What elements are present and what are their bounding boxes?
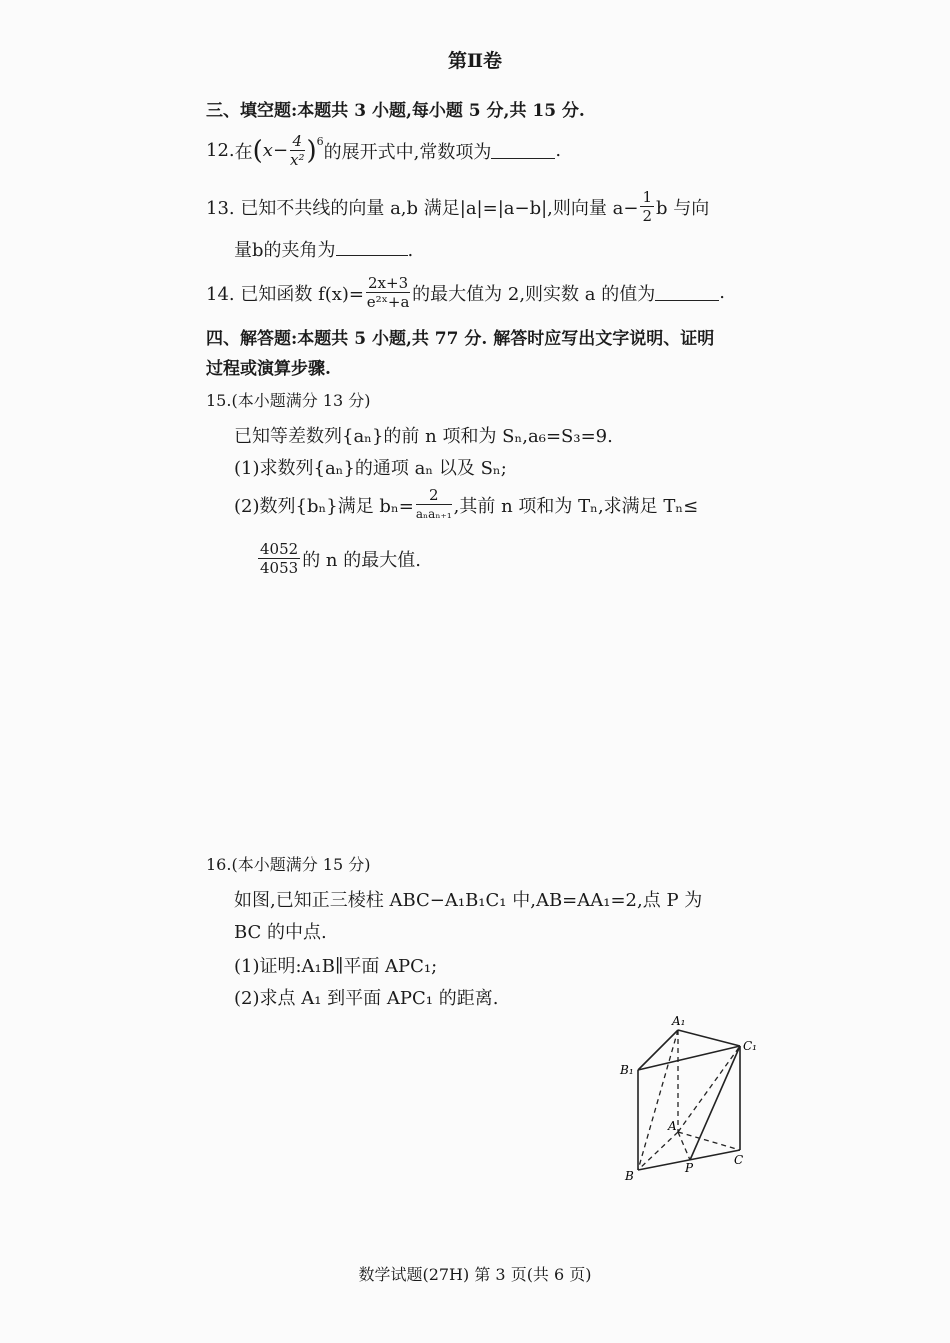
label-c: C <box>734 1153 744 1167</box>
q15-bound-denominator: 4053 <box>260 559 299 577</box>
q12-post: 的展开式中,常数项为 <box>323 141 492 163</box>
question-13 <box>206 188 709 225</box>
edge-a-b-hidden <box>638 1132 678 1170</box>
q12-answer-blank <box>491 142 555 159</box>
edge-b1-c1 <box>638 1046 740 1070</box>
q15-header: 15.(本小题满分 13 分) <box>206 391 371 410</box>
q16-line2: BC 的中点. <box>234 922 327 943</box>
q13-end: . <box>407 240 414 261</box>
label-b: B <box>625 1169 634 1183</box>
page-footer: 数学试题(27H) 第 3 页(共 6 页) <box>358 1265 592 1284</box>
q15-bn-denominator: aₙaₙ₊₁ <box>415 507 452 521</box>
section-answer-title-line1: 四、解答题:本题共 5 小题,共 77 分. 解答时应写出文字说明、证明 <box>206 329 715 349</box>
prism-diagram <box>610 1010 770 1190</box>
question-12 <box>206 132 561 169</box>
q15-line4-post: 的 n 的最大值. <box>302 549 421 571</box>
q16-line4: (2)求点 A₁ 到平面 APC₁ 的距离. <box>234 988 499 1009</box>
q15-bn-fraction <box>416 486 452 523</box>
label-a: A <box>668 1119 677 1133</box>
q12-number: 12. <box>206 140 235 161</box>
q13-half-fraction: $\frac{1}{2}$ <box>642 188 652 225</box>
q15-bound-numerator: 4052 <box>260 540 299 558</box>
q14-denominator: e²ˣ+a <box>366 293 410 311</box>
edge-a1-c1 <box>678 1030 740 1046</box>
q15-bound-fraction <box>258 540 300 577</box>
q13-line1: 13. 已知不共线的向量 a,b 满足|a|=|a−b|,则向量 a− <box>206 197 639 219</box>
q15-line3 <box>234 486 698 523</box>
q14-answer-blank <box>655 284 719 301</box>
label-a1: A₁ <box>672 1014 686 1028</box>
q15-line1: 已知等差数列{aₙ}的前 n 项和为 Sₙ,a₆=S₃=9. <box>234 426 613 447</box>
q13-line2-text: 量b的夹角为 <box>234 240 336 261</box>
edge-a-p-hidden <box>678 1132 690 1160</box>
q16-header: 16.(本小题满分 15 分) <box>206 855 371 874</box>
section-answer-title-line2: 过程或演算步骤. <box>206 359 331 379</box>
label-p: P <box>685 1161 694 1175</box>
q12-end: . <box>555 140 562 161</box>
q15-bn-numerator: 2 <box>416 486 452 505</box>
q14-numerator: 2x+3 <box>368 274 409 292</box>
q15-line3-post: ,其前 n 项和为 Tₙ,求满足 Tₙ≤ <box>453 495 699 517</box>
q14-pre: 14. 已知函数 f(x)= <box>206 283 365 305</box>
q12-expression: ( x− $\frac{4}{\text{x²}}$ ) $^6$ <box>252 132 324 169</box>
q13-line1b: b 与向 <box>655 197 710 219</box>
q16-line3: (1)证明:A₁B∥平面 APC₁; <box>234 956 438 977</box>
q14-post: 的最大值为 2,则实数 a 的值为 <box>412 283 656 305</box>
q14-end: . <box>719 282 725 303</box>
q15-line2: (1)求数列{aₙ}的通项 aₙ 以及 Sₙ; <box>234 458 507 479</box>
question-13-line2 <box>234 236 413 262</box>
q16-line1: 如图,已知正三棱柱 ABC−A₁B₁C₁ 中,AB=AA₁=2,点 P 为 <box>234 890 703 911</box>
q13-answer-blank <box>336 239 408 256</box>
q15-line3-pre: (2)数列{bₙ}满足 bₙ= <box>234 495 414 517</box>
question-14 <box>206 274 725 311</box>
q12-pre: 在 <box>234 141 253 163</box>
label-b1: B₁ <box>620 1063 634 1077</box>
page-title: 第Ⅱ卷 <box>447 50 502 72</box>
q15-line4 <box>256 540 421 577</box>
label-c1: C₁ <box>743 1039 757 1053</box>
section-fill-in-title: 三、填空题:本题共 3 小题,每小题 5 分,共 15 分. <box>206 101 585 121</box>
edge-a-c-hidden <box>678 1132 740 1150</box>
q14-function-fraction <box>366 274 410 311</box>
